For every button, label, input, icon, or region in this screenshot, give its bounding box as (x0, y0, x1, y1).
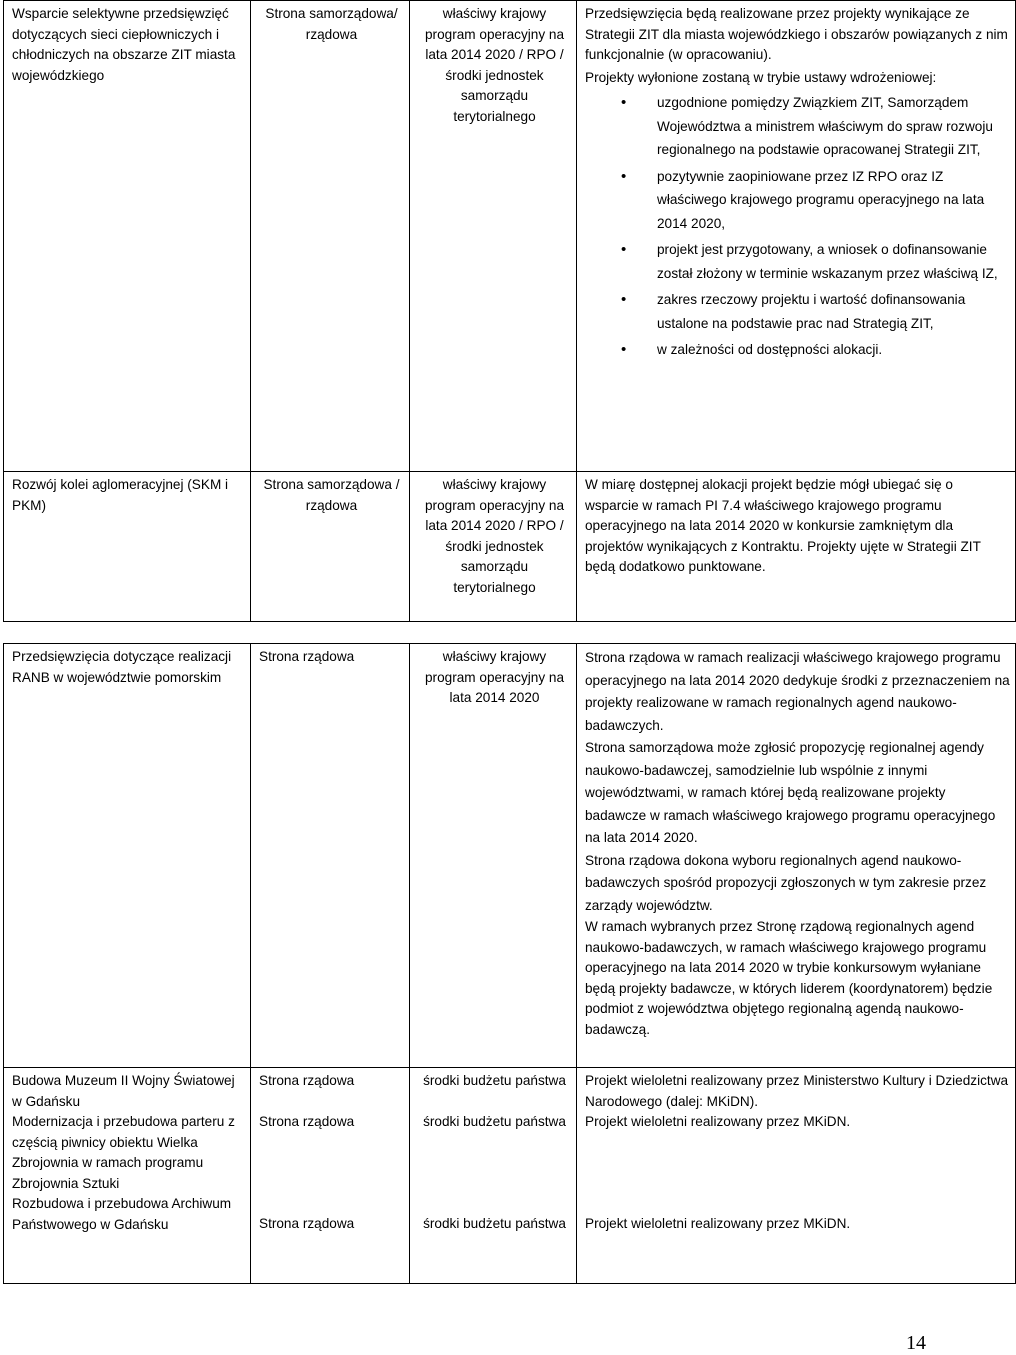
party-cell (251, 472, 410, 622)
list-item: • projekt jest przygotowany, a wniosek o dofinansowanie został złożony w terminie wskazanym przez właściwą IZ, (585, 238, 1010, 285)
party-cell (251, 1, 410, 472)
party-name: Strona samorządowa / rządowa (263, 477, 400, 513)
project-name: Rozbudowa i przebudowa Archiwum Państwowego w Gdańsku (12, 1196, 232, 1232)
description-cell (577, 1, 1016, 472)
funding-source: środki budżetu państwa (423, 1216, 566, 1231)
description-text: Projekt wieloletni realizowany przez MKiDN. (585, 1216, 851, 1231)
description-text: W miarę dostępnej alokacji projekt będzie mógł ubiegać się o wsparcie w ramach PI 7.4 właściwego krajowego programu operacyjnego na lata 2014 2020 w konkursie zamkniętym dla projektów wynikających z Kontraktu. Projekty ujęte w Strategii ZIT będą dodatkowo punktowane. (585, 477, 981, 574)
party-cell (251, 644, 410, 1068)
bullet-icon: • (621, 167, 627, 185)
table-row (4, 1, 1016, 472)
party-name: Strona rządowa (259, 1073, 355, 1088)
bullet-icon: • (621, 94, 627, 111)
project-name: Budowa Muzeum II Wojny Światowej w Gdańsku (12, 1073, 235, 1109)
funding-cell (410, 472, 577, 622)
bullet-icon: • (621, 241, 627, 258)
funding-cell (410, 644, 577, 1068)
project-cell (4, 1, 251, 472)
page-number: 14 (906, 1332, 926, 1354)
description-paragraph: Strona rządowa dokona wyboru regionalnych agend naukowo-badawczych spośród propozycji zgłoszonych w tym zakresie przez zarządy województw. (585, 852, 987, 913)
funding-source: środki budżetu państwa (423, 1114, 566, 1129)
description-cell (577, 644, 1016, 1068)
project-name: Wsparcie selektywne przedsięwzięć dotyczących sieci ciepłowniczych i chłodniczych na obszarze ZIT miasta wojewódzkiego (12, 6, 236, 83)
funding-source: właściwy krajowy program operacyjny na lata 2014 2020 / RPO / środki jednostek samorządu terytorialnego (424, 477, 565, 595)
funding-cell (410, 1, 577, 472)
list-item: • w zależności od dostępności alokacji. (585, 338, 1010, 362)
list-item: • uzgodnione pomiędzy Związkiem ZIT, Samorządem Województwa a ministrem właściwym do spraw rozwoju regionalnego na podstawie opracowanej Strategii ZIT, (585, 91, 1010, 162)
funding-cell (410, 1068, 577, 1284)
bullet-icon: • (621, 291, 627, 308)
project-cell (4, 644, 251, 1068)
description-intro: Przedsięwzięcia będą realizowane przez projekty wynikające ze Strategii ZIT dla miasta wojewódzkiego i obszarów powiązanych z nim funkcjonalnie (w opracowaniu). (585, 6, 1008, 62)
table-row (4, 472, 1016, 622)
bullet-icon: • (621, 341, 627, 358)
table-row (4, 644, 1016, 1068)
criteria-list (585, 91, 1010, 362)
project-cell (4, 472, 251, 622)
party-name: Strona rządowa (259, 1216, 355, 1231)
program-table-1 (3, 0, 1016, 622)
description-paragraph: Strona rządowa w ramach realizacji właściwego krajowego programu operacyjnego na lata 2014 2020 dedykuje środki z przeznaczeniem na projekty realizowane w ramach regionalnych agend naukowo-badawczych. (585, 650, 1010, 733)
party-cell (251, 1068, 410, 1284)
table-row (4, 1068, 1016, 1284)
description-text: Projekt wieloletni realizowany przez MKiDN. (585, 1114, 851, 1129)
funding-source: właściwy krajowy program operacyjny na lata 2014 2020 / RPO / środki jednostek samorządu terytorialnego (424, 6, 565, 124)
list-item: • zakres rzeczowy projektu i wartość dofinansowania ustalone na podstawie prac nad Strategią ZIT, (585, 288, 1010, 335)
project-name: Rozwój kolei aglomeracyjnej (SKM i PKM) (12, 477, 229, 513)
description-lead: Projekty wyłonione zostaną w trybie ustawy wdrożeniowej: (585, 69, 937, 85)
description-paragraph: Strona samorządowa może zgłosić propozycję regionalnej agendy naukowo-badawczej, samodzielnie lub wspólnie z innymi województwami, w ramach której będą realizowane projekty badawcze w ramach właściwego krajowego programu operacyjnego na lata 2014 2020. (585, 740, 996, 845)
program-table-2 (3, 643, 1016, 1284)
description-cell (577, 1068, 1016, 1284)
project-name: Przedsięwzięcia dotyczące realizacji RANB w województwie pomorskim (12, 649, 232, 685)
description-paragraph: W ramach wybranych przez Stronę rządową regionalnych agend naukowo-badawczych, w ramach właściwego krajowego programu operacyjnego na lata 2014 2020 w trybie konkursowym wyłaniane będą projekty badawcze, w których liderem (koordynatorem) będzie podmiot z województwa objętego regionalną agendą naukowo-badawczą. (585, 919, 993, 1037)
list-item: • pozytywnie zaopiniowane przez IZ RPO oraz IZ właściwego krajowego programu operacyjnego na lata 2014 2020, (585, 165, 1010, 236)
party-name: Strona rządowa (259, 649, 355, 664)
description-text: Projekt wieloletni realizowany przez Ministerstwo Kultury i Dziedzictwa Narodowego (dalej: MKiDN). (585, 1073, 1009, 1109)
project-name: Modernizacja i przebudowa parteru z częścią piwnicy obiektu Wielka Zbrojownia w ramach programu Zbrojownia Sztuki (12, 1114, 235, 1191)
project-cell (4, 1068, 251, 1284)
party-name: Strona rządowa (259, 1114, 355, 1129)
funding-source: środki budżetu państwa (423, 1073, 566, 1088)
party-name: Strona samorządowa/ rządowa (265, 6, 398, 42)
funding-source: właściwy krajowy program operacyjny na lata 2014 2020 (424, 649, 565, 705)
description-cell (577, 472, 1016, 622)
